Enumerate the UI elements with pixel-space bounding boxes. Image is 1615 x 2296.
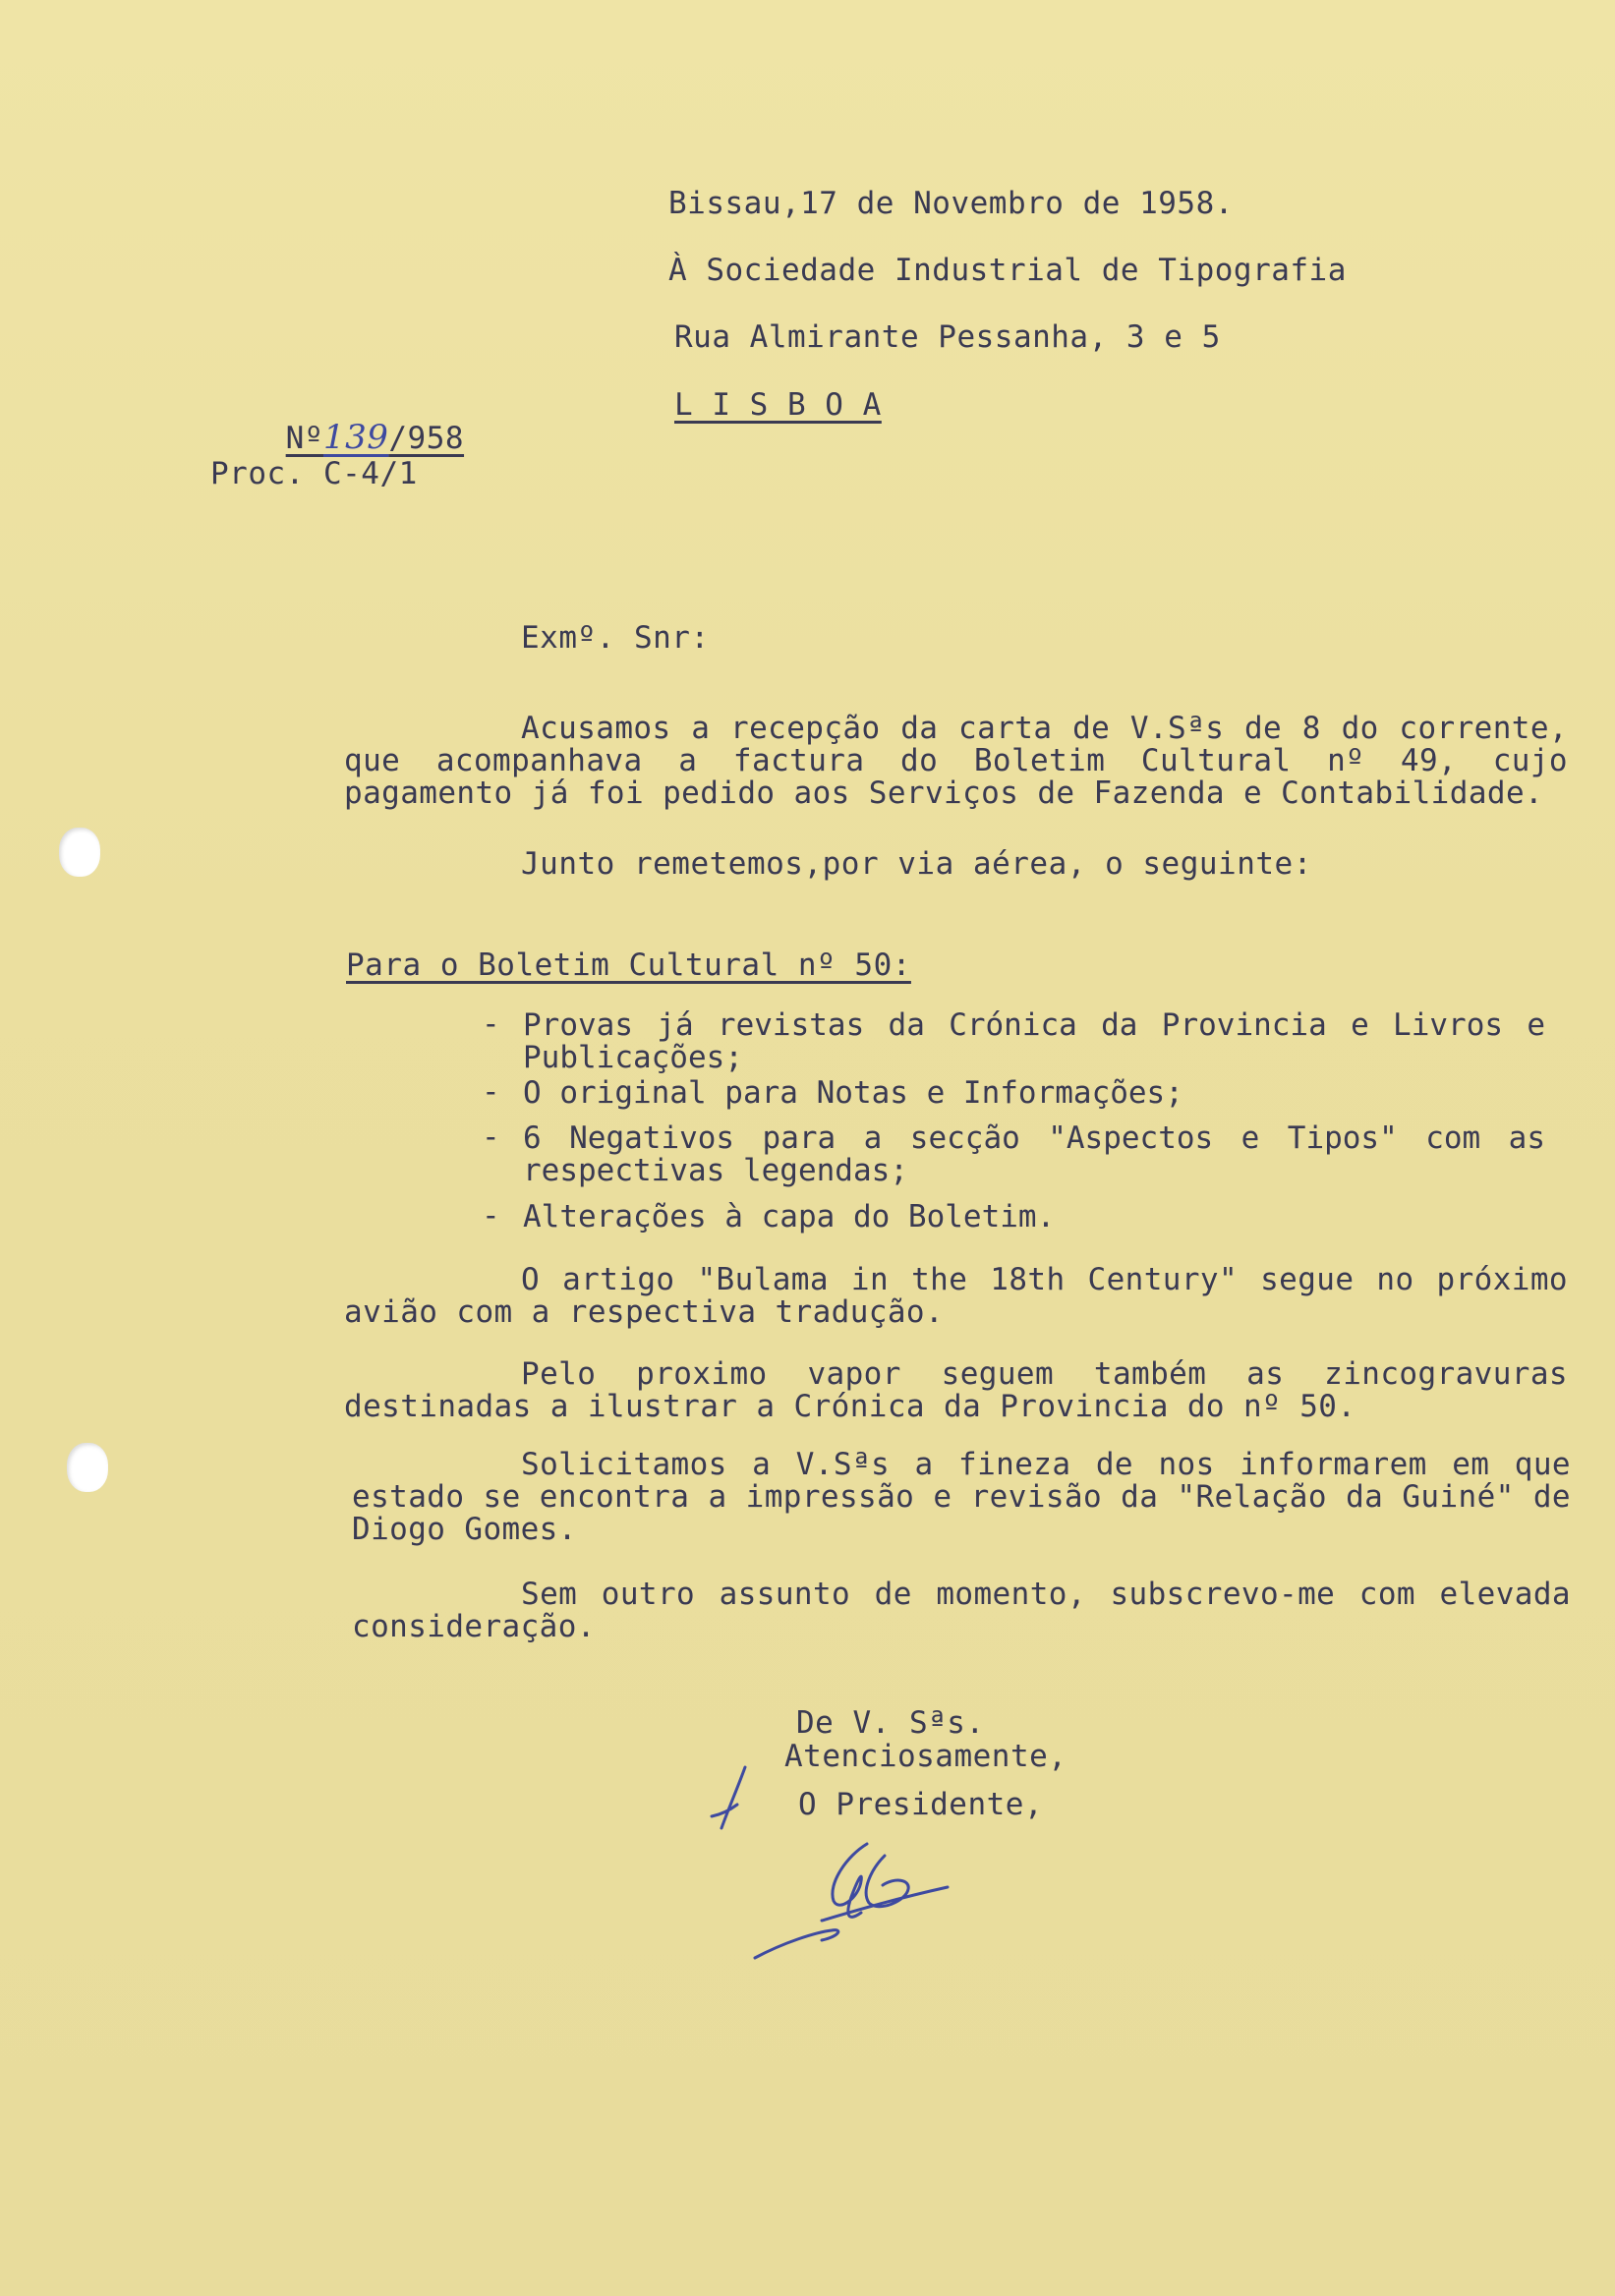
list-item-text: Alterações à capa do Boletim. — [523, 1199, 1056, 1234]
closing-atenciosamente: Atenciosamente, — [784, 1739, 1067, 1774]
paragraph-request: Solicitamos a V.Sªs a fineza de nos informarem em que estado se encontra a impressão e revisão da "Relação da Guiné" de Diogo Gomes. — [352, 1447, 1571, 1547]
closing-presidente: O Presidente, — [798, 1787, 1044, 1822]
reference-number-handwritten: 139 — [322, 418, 389, 457]
list-item — [482, 1074, 1548, 1117]
paragraph-article: O artigo "Bulama in the 18th Century" segue no próximo avião com a respectiva tradução. — [344, 1262, 1568, 1330]
list-dash: - — [482, 1006, 500, 1042]
list-dash: - — [482, 1074, 500, 1110]
reference-number-suffix: /958 — [388, 421, 465, 456]
punch-hole-bottom — [67, 1443, 108, 1492]
reference-number-prefix: Nº — [285, 421, 323, 456]
signature-icon — [737, 1826, 983, 1974]
list-item — [482, 1119, 1548, 1191]
section-heading: Para o Boletim Cultural nº 50: — [346, 947, 911, 983]
date-line: Bissau,17 de Novembro de 1958. — [668, 186, 1234, 221]
list-item-text: O original para Notas e Informações; — [523, 1075, 1183, 1111]
list-item — [482, 1198, 1548, 1240]
recipient-name: À Sociedade Industrial de Tipografia — [668, 253, 1347, 288]
paragraph-enclosed: Junto remetemos,por via aérea, o seguinte: — [521, 846, 1312, 882]
list-item-text: 6 Negativos para a secção "Aspectos e Tipos" com as respectivas legendas; — [523, 1120, 1545, 1189]
list-item — [482, 1006, 1548, 1078]
paragraph-zincographs: Pelo proximo vapor seguem também as zincogravuras destinadas a ilustrar a Crónica da Provincia do nº 50. — [344, 1356, 1568, 1424]
punch-hole-top — [59, 828, 100, 877]
recipient-city: L I S B O A — [674, 387, 882, 423]
list-dash: - — [482, 1119, 500, 1155]
list-item-text: Provas já revistas da Crónica da Provincia e Livros e Publicações; — [523, 1007, 1545, 1076]
list-dash: - — [482, 1198, 500, 1234]
paragraph-acknowledgement: Acusamos a recepção da carta de V.Sªs de 8 do corrente, que acompanhava a factura do Boletim Cultural nº 49, cujo pagamento já foi pedido aos Serviços de Fazenda e Contabilidade. — [344, 711, 1568, 811]
paragraph-closing-remark: Sem outro assunto de momento, subscrevo-me com elevada consideração. — [352, 1577, 1571, 1644]
salutation: Exmº. Snr: — [521, 620, 710, 656]
recipient-street: Rua Almirante Pessanha, 3 e 5 — [674, 319, 1221, 355]
closing-de-vs: De V. Sªs. — [796, 1705, 985, 1741]
process-reference: Proc. C-4/1 — [210, 456, 418, 491]
